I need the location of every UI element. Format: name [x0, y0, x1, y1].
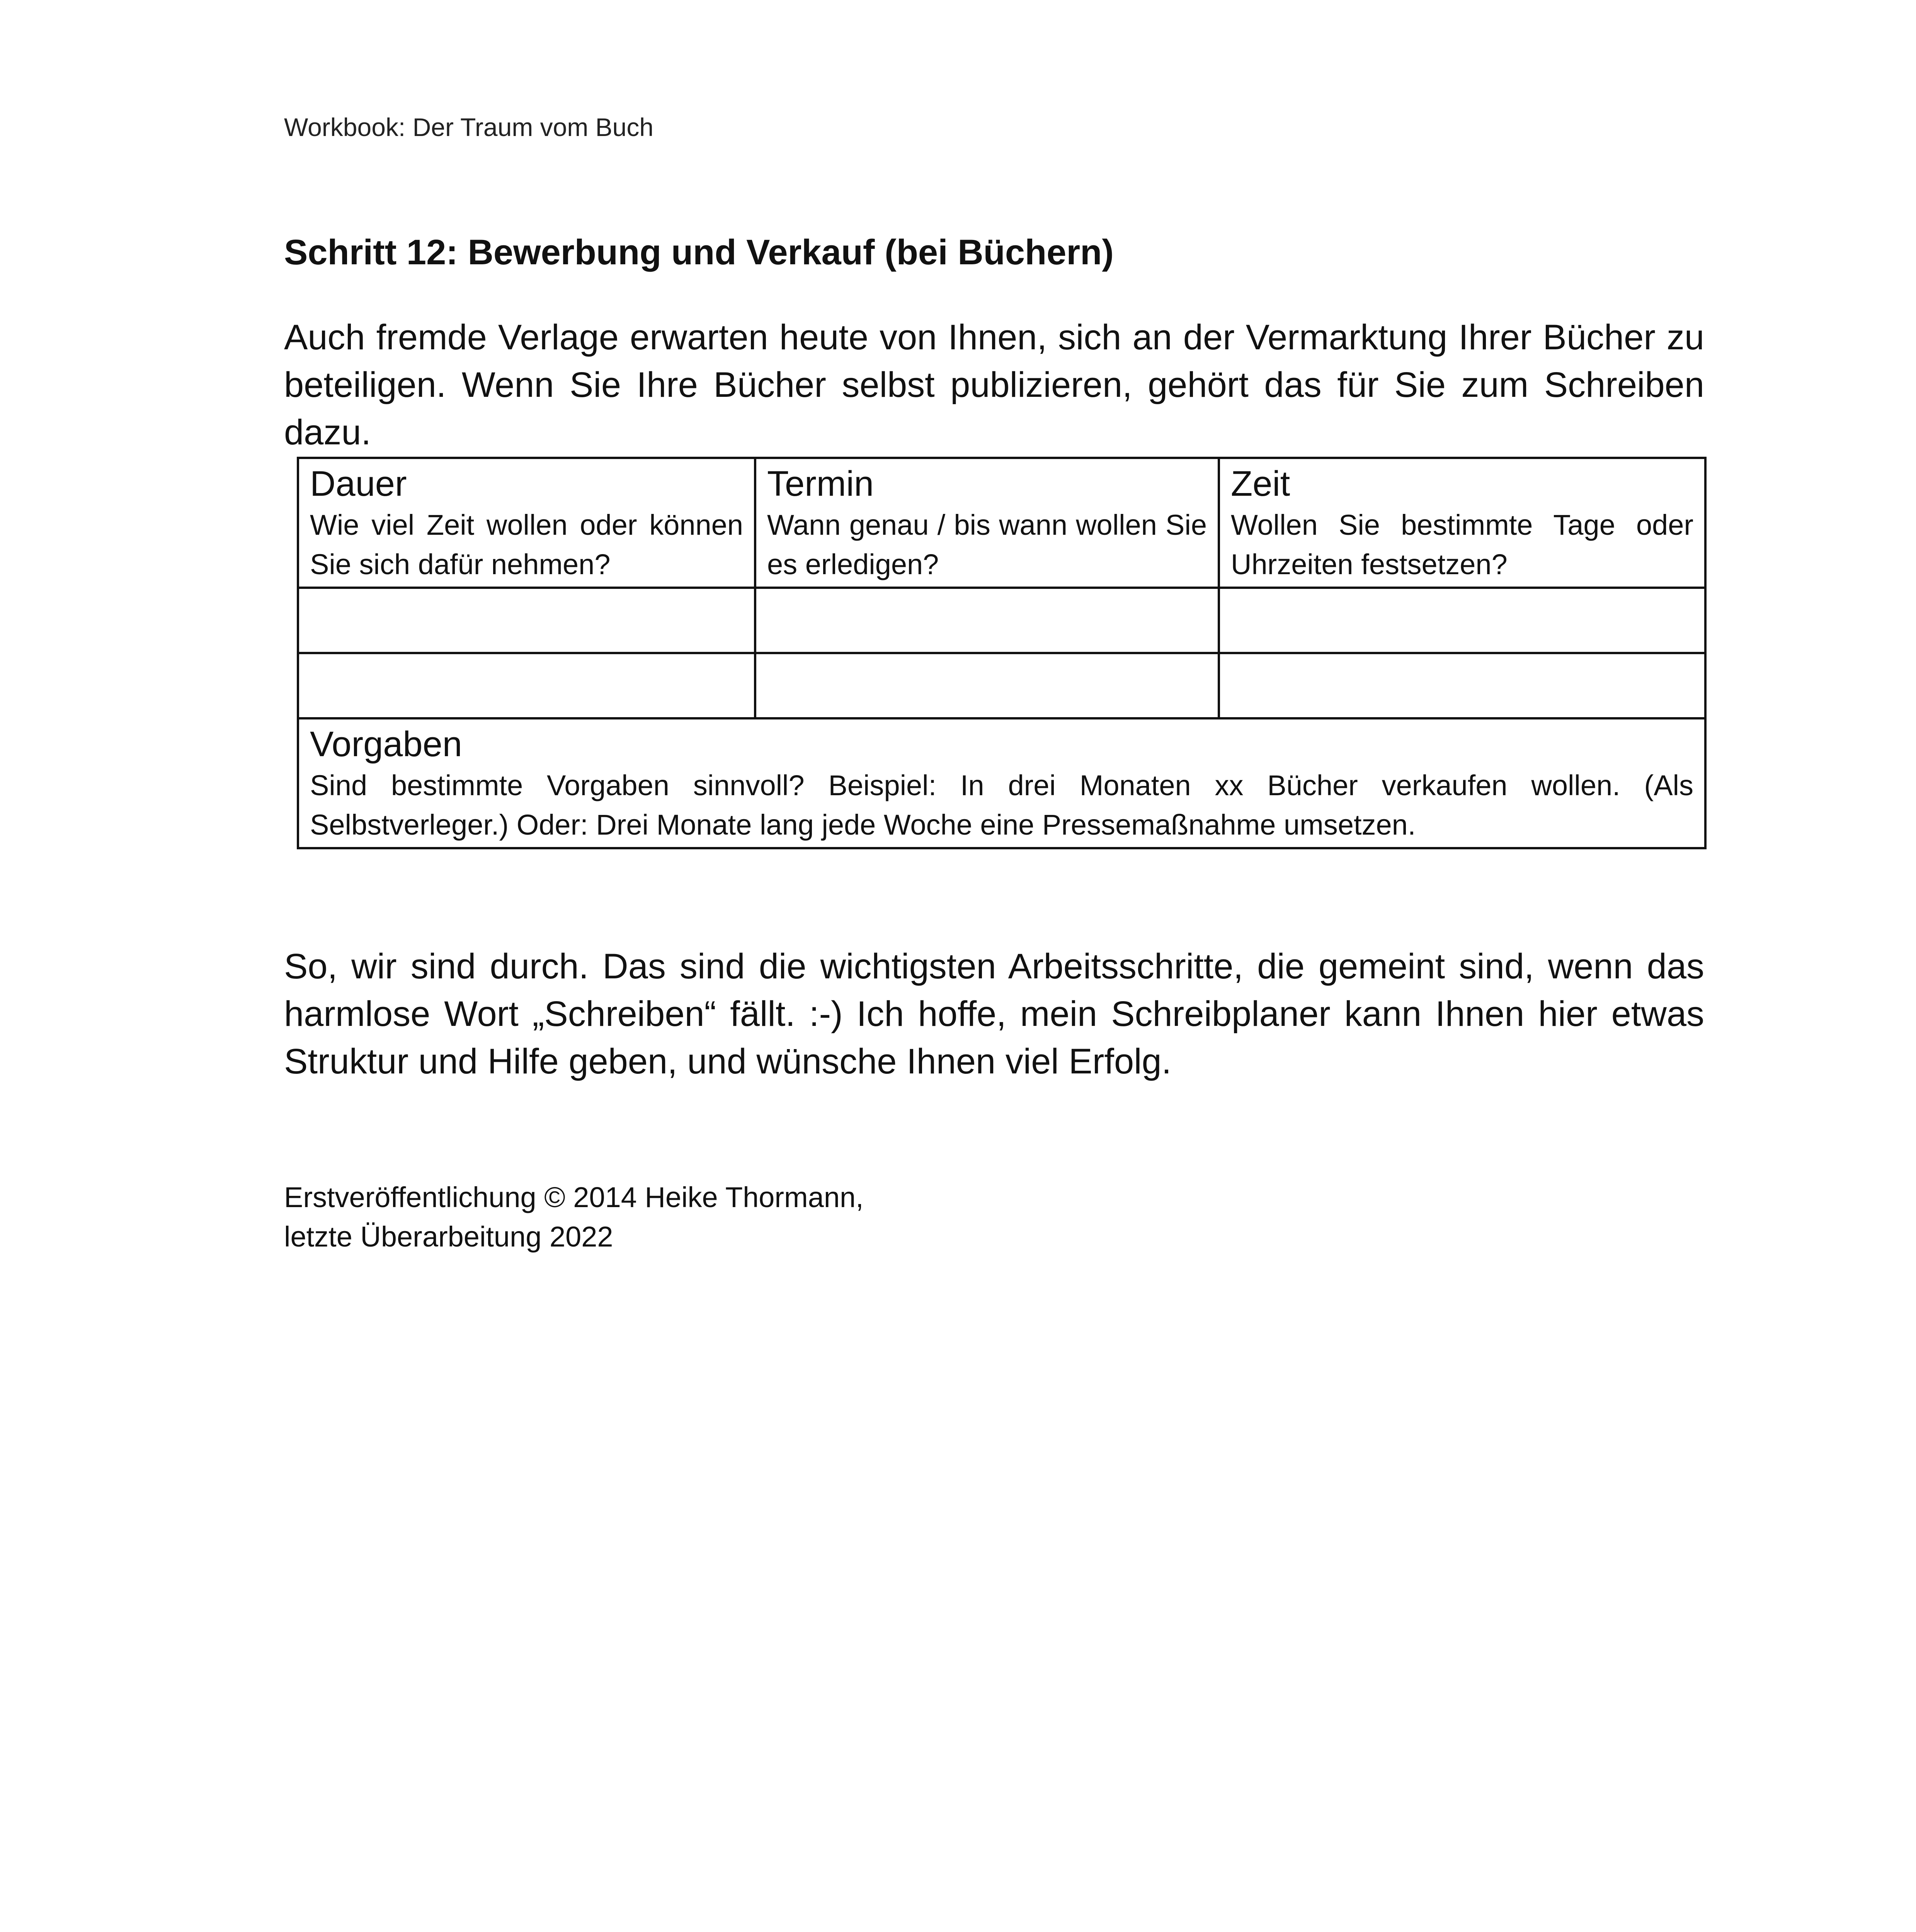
planner-empty-cell[interactable]	[298, 653, 755, 718]
section-title: Schritt 12: Bewerbung und Verkauf (bei Büchern)	[284, 233, 1114, 272]
planner-empty-cell[interactable]	[1219, 588, 1705, 653]
intro-paragraph: Auch fremde Verlage erwarten heute von Ihnen, sich an der Vermarktung Ihrer Bücher zu beteiligen. Wenn Sie Ihre Bücher selbst publizieren, gehört das für Sie zum Schreiben dazu.	[284, 318, 1704, 452]
running-header: Workbook: Der Traum vom Buch	[284, 113, 654, 141]
planner-empty-cell[interactable]	[298, 588, 755, 653]
planner-empty-row	[298, 588, 1705, 653]
planner-empty-row	[298, 653, 1705, 718]
vorgaben-heading: Vorgaben	[310, 724, 462, 764]
planner-cell-zeit	[1219, 458, 1705, 588]
planner-header-row	[298, 458, 1705, 588]
planner-cell-vorgaben	[298, 718, 1705, 848]
column-heading-zeit: Zeit	[1231, 464, 1290, 503]
copyright-line-last-revision: letzte Überarbeitung 2022	[284, 1221, 613, 1253]
copyright-line-first-publication: Erstveröffentlichung © 2014 Heike Thormann,	[284, 1181, 864, 1213]
planner-table	[297, 457, 1707, 849]
planner-cell-termin	[755, 458, 1219, 588]
planner-empty-cell[interactable]	[755, 653, 1219, 718]
conclusion-paragraph: So, wir sind durch. Das sind die wichtigsten Arbeitsschritte, die gemeint sind, wenn das harmlose Wort „Schreiben“ fällt. :-) Ich hoffe, mein Schreibplaner kann Ihnen hier etwas Struktur und Hilfe geben, und wünsche Ihnen viel Erfolg.	[284, 947, 1704, 1081]
column-heading-dauer: Dauer	[310, 464, 407, 503]
column-description-dauer: Wie viel Zeit wollen oder können Sie sich dafür nehmen?	[310, 509, 743, 580]
vorgaben-description: Sind bestimmte Vorgaben sinnvoll? Beispiel: In drei Monaten xx Bücher verkaufen wollen. (Als Selbstverleger.) Oder: Drei Monate lang jede Woche eine Pressemaßnahme umsetzen.	[310, 769, 1693, 841]
planner-cell-dauer	[298, 458, 755, 588]
column-heading-termin: Termin	[767, 464, 874, 503]
column-description-zeit: Wollen Sie bestimmte Tage oder Uhrzeiten festsetzen?	[1231, 509, 1693, 580]
copyright-notice	[284, 1178, 864, 1257]
column-description-termin: Wann genau / bis wann wollen Sie es erledigen?	[767, 509, 1207, 580]
planner-empty-cell[interactable]	[1219, 653, 1705, 718]
planner-empty-cell[interactable]	[755, 588, 1219, 653]
planner-vorgaben-row	[298, 718, 1705, 848]
